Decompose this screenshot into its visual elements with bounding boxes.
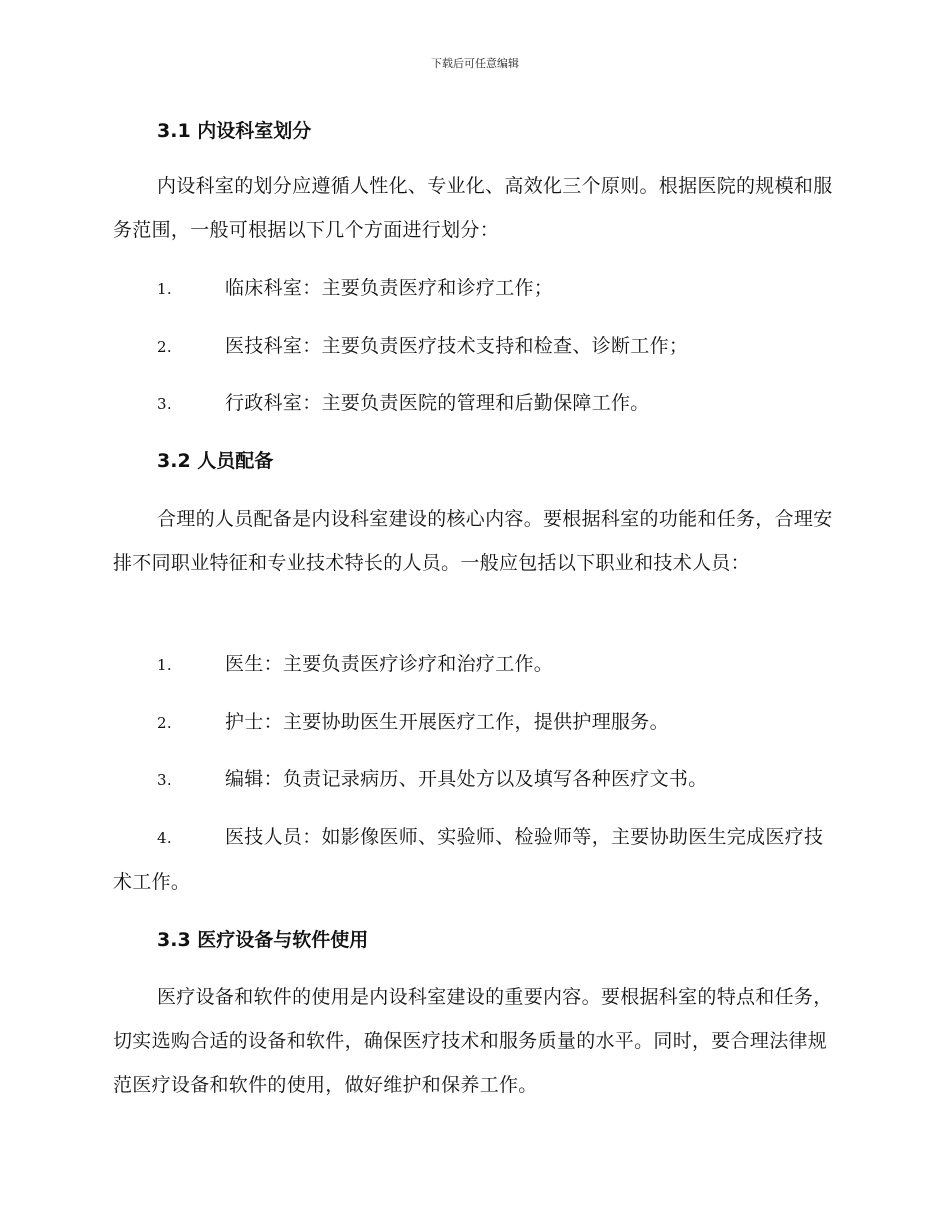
list-item-number: 1. [157,280,172,298]
list-item [113,757,835,802]
list-item-text: 护士：主要协助医生开展医疗工作，提供护理服务。 [225,711,669,733]
list-item-number: 3. [157,395,172,413]
list-item-number: 2. [157,338,172,356]
section-paragraph: 内设科室的划分应遵循人性化、专业化、高效化三个原则。根据医院的规模和服务范围，一般可根据以下几个方面进行划分： [113,175,833,241]
section-heading: 3.3 医疗设备与软件使用 [157,929,369,951]
list-item-text: 医技人员：如影像医师、实验师、检验师等，主要协助医生完成医疗技术工作。 [113,826,824,893]
list-item-number: 4. [157,829,172,847]
list-item-text: 临床科室：主要负责医疗和诊疗工作； [225,277,554,299]
list-item-text: 行政科室：主要负责医院的管理和后勤保障工作。 [225,392,650,414]
page-header-note: 下载后可任意编辑 [431,57,519,70]
list-item-number: 3. [157,771,172,789]
list-item [113,642,835,687]
list-item-number: 1. [157,656,172,674]
section-heading: 3.2 人员配备 [157,450,274,472]
list-item [113,266,835,311]
list-item-text: 医技科室：主要负责医疗技术支持和检查、诊断工作； [225,335,689,357]
section-heading: 3.1 内设科室划分 [157,120,312,142]
section-paragraph: 合理的人员配备是内设科室建设的核心内容。要根据科室的功能和任务，合理安排不同职业特征和专业技术特长的人员。一般应包括以下职业和技术人员： [113,508,833,574]
list-item [113,381,835,426]
section-paragraph: 医疗设备和软件的使用是内设科室建设的重要内容。要根据科室的特点和任务，切实选购合适的设备和软件，确保医疗技术和服务质量的水平。同时，要合理法律规范医疗设备和软件的使用，做好维护和保养工作。 [113,986,833,1096]
list-item [113,815,835,904]
list-item-number: 2. [157,714,172,732]
list-item [113,700,835,745]
list-item-text: 编辑：负责记录病历、开具处方以及填写各种医疗文书。 [225,768,708,790]
list-item [113,324,835,369]
list-item-text: 医生：主要负责医疗诊疗和治疗工作。 [225,653,554,675]
